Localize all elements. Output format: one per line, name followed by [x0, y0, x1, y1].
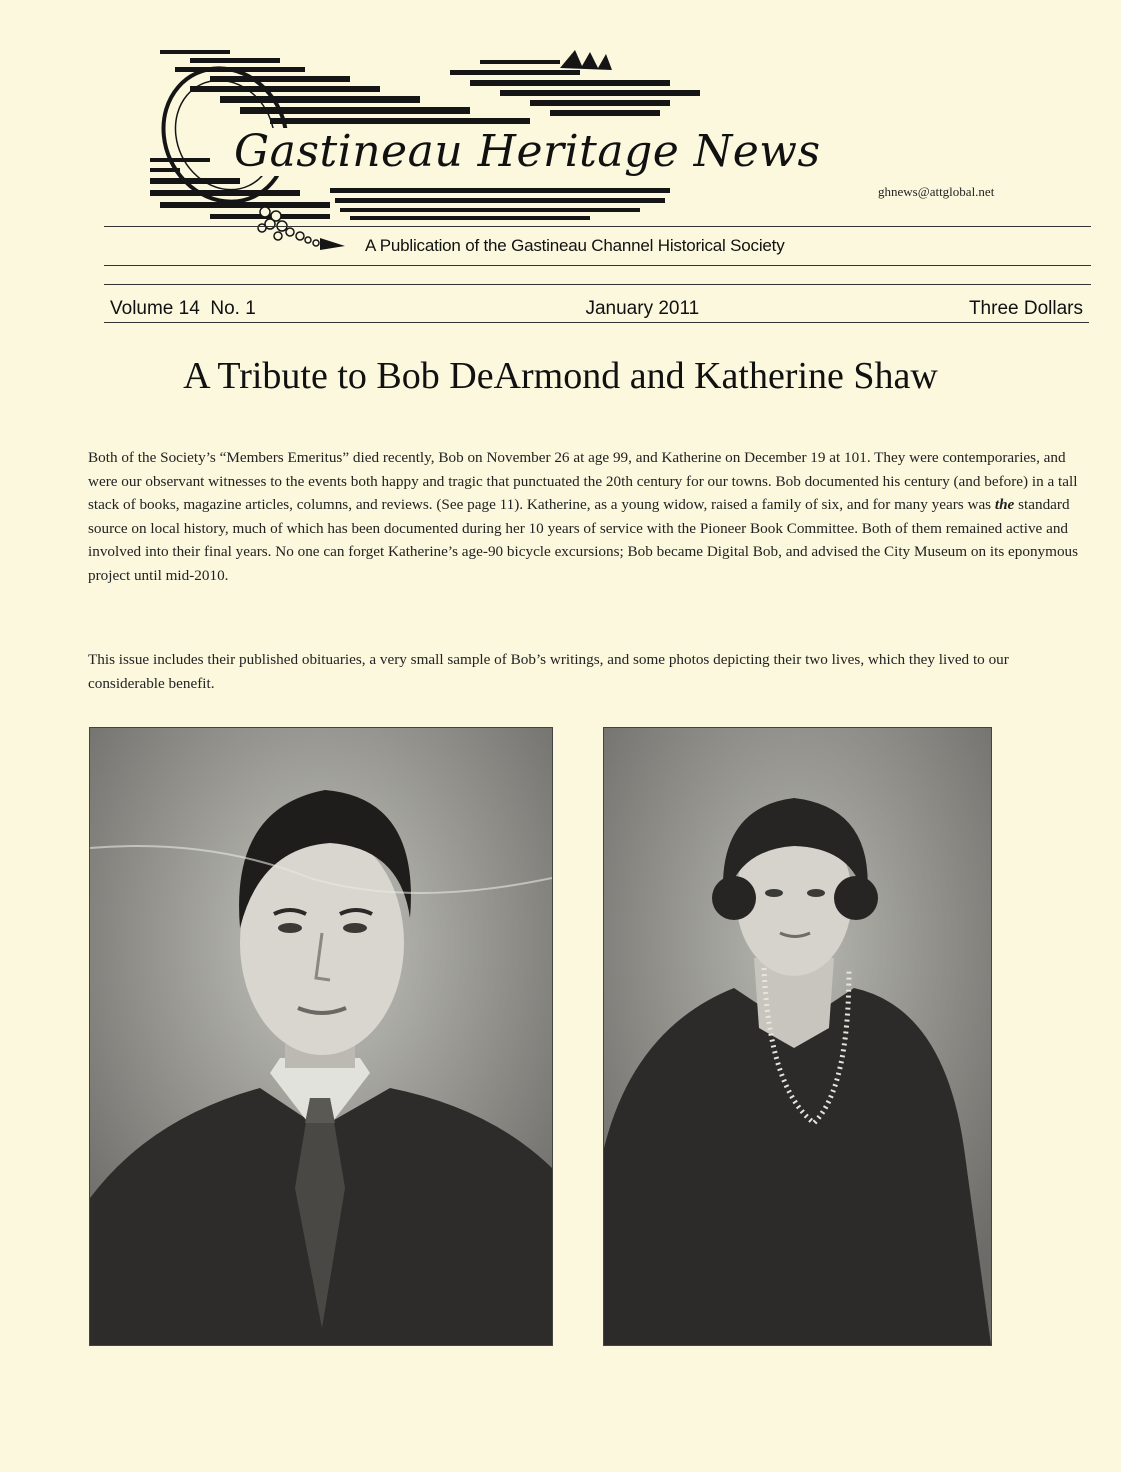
issue-price: Three Dollars: [968, 298, 1083, 319]
masthead-title: Gastineau Heritage News: [228, 128, 827, 176]
photo-katherine-shaw: [603, 727, 992, 1346]
article-headline: A Tribute to Bob DeArmond and Katherine Shaw: [183, 355, 938, 397]
contact-email[interactable]: ghnews@attglobal.net: [878, 184, 995, 199]
paragraph-1-text-a: Both of the Society’s “Members Emeritus” died recently, Bob on November 26 at age 99, and Katherine on December 19 at 101. They were contemporaries, and were our observant witnesses to the events both happy and tragic that punctuated the 20th century for our towns. Bob documented his century (and before) in a tall stack of books, magazine articles, columns, and reviews. (See page 11). Katherine, as a young widow, raised a family of six, and for many years was: [88, 449, 1078, 513]
issue-date: January 2011: [585, 298, 700, 319]
article-paragraph-1: [88, 446, 1088, 587]
issue-volume: Volume 14 No. 1: [110, 298, 256, 319]
portrait-woman-illustration: [604, 728, 991, 1345]
masthead-rule-bottom: [104, 284, 1091, 285]
publication-subtitle: A Publication of the Gastineau Channel Historical Society: [365, 236, 785, 255]
masthead-rule-top: [104, 226, 1091, 227]
portrait-man-illustration: [90, 728, 552, 1345]
paragraph-1-emphasis: the: [994, 496, 1015, 513]
paragraph-1-text-b: standard source on local history, much of which has been documented during her 10 years of service with the Pioneer Book Committee. Both of them remained active and involved into their final years. No one can forget Katherine’s age-90 bicycle excursions; Bob became Digital Bob, and advised the City Museum on its eponymous project until mid-2010.: [88, 496, 1079, 584]
issue-rule: [104, 322, 1089, 323]
photo-bob-dearmond: [89, 727, 553, 1346]
masthead-rule-middle: [104, 265, 1091, 266]
issue-info-row: [110, 298, 1083, 320]
article-paragraph-2: This issue includes their published obituaries, a very small sample of Bob’s writings, and some photos depicting their two lives, which they lived to our considerable benefit.: [88, 651, 1009, 692]
